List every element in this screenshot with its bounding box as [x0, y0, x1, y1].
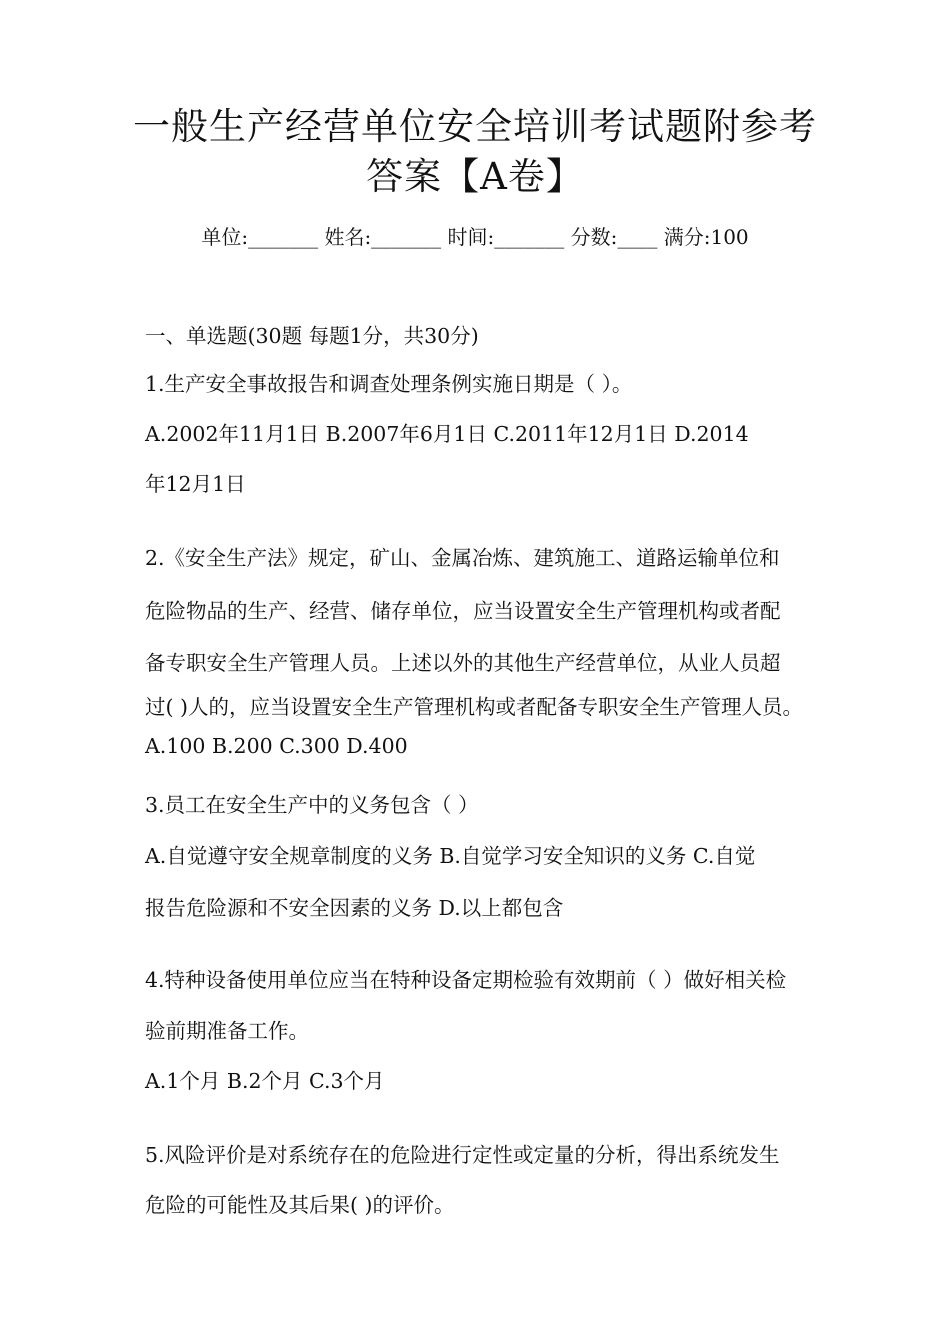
- question-3-options: 报告危险源和不安全因素的义务 D.以上都包含: [145, 896, 564, 920]
- section-heading: 一、单选题(30题 每题1分，共30分): [145, 324, 479, 348]
- question-3-stem: 3.员工在安全生产中的义务包含（ ）: [145, 793, 479, 817]
- question-2-stem: 2.《安全生产法》规定，矿山、金属冶炼、建筑施工、道路运输单位和: [145, 546, 780, 570]
- question-1-options: 年12月1日: [145, 472, 246, 496]
- question-2-stem: 危险物品的生产、经营、储存单位，应当设置安全生产管理机构或者配: [145, 599, 781, 623]
- question-5-stem: 危险的可能性及其后果( )的评价。: [145, 1193, 455, 1217]
- question-4-stem: 4.特种设备使用单位应当在特种设备定期检验有效期前（ ）做好相关检: [145, 968, 787, 992]
- question-4-options: A.1个月 B.2个月 C.3个月: [145, 1069, 385, 1093]
- question-2-stem: 过( )人的，应当设置安全生产管理机构或者配备专职安全生产管理人员。: [145, 695, 804, 719]
- document-title-line-2: 答案【A卷】: [366, 155, 584, 198]
- exam-info-line: 单位:_______ 姓名:_______ 时间:_______ 分数:____ 满分:100: [201, 225, 749, 249]
- question-4-stem: 验前期准备工作。: [145, 1019, 309, 1043]
- question-3-options: A.自觉遵守安全规章制度的义务 B.自觉学习安全知识的义务 C.自觉: [145, 844, 756, 868]
- question-1-stem: 1.生产安全事故报告和调查处理条例实施日期是（ ）。: [145, 372, 633, 396]
- question-2-stem: 备专职安全生产管理人员。上述以外的其他生产经营单位，从业人员超: [145, 651, 781, 675]
- question-5-stem: 5.风险评价是对系统存在的危险进行定性或定量的分析，得出系统发生: [145, 1143, 780, 1167]
- document-title-line-1: 一般生产经营单位安全培训考试题附参考: [133, 105, 817, 148]
- question-2-options: A.100 B.200 C.300 D.400: [145, 734, 408, 758]
- question-1-options: A.2002年11月1日 B.2007年6月1日 C.2011年12月1日 D.2014: [145, 422, 749, 446]
